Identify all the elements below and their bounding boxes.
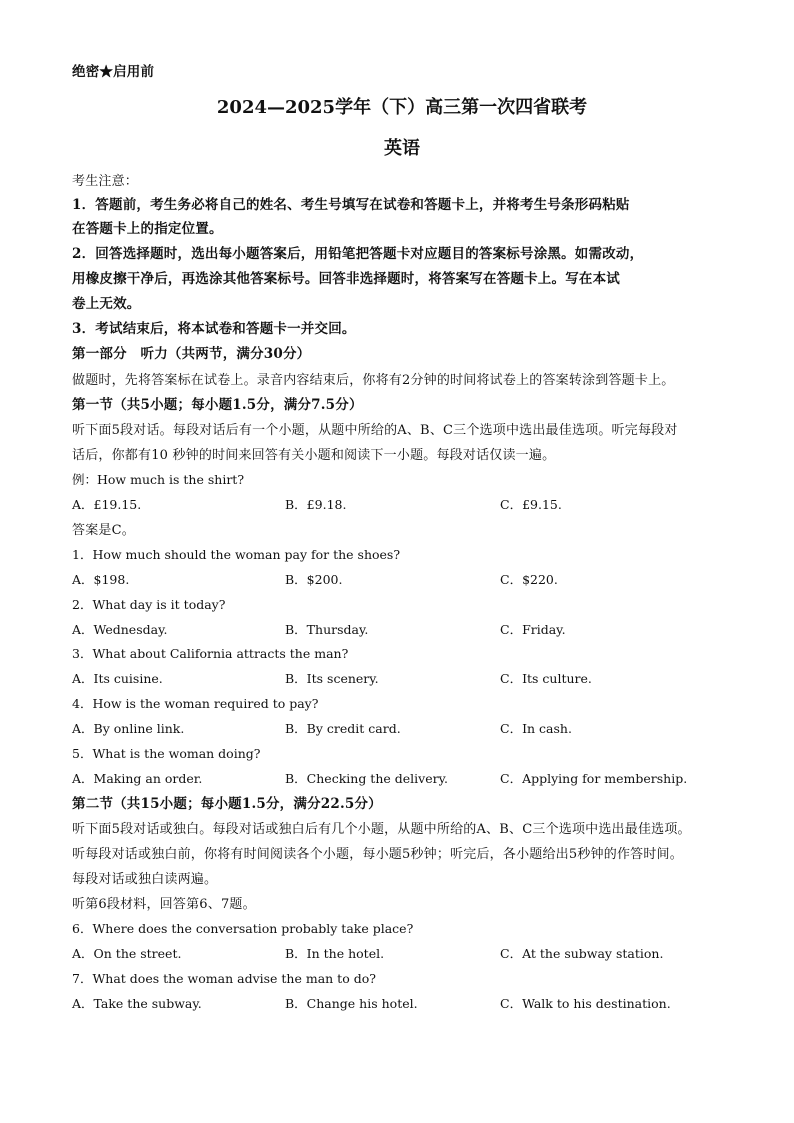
- question-4-option-b: B．By credit card.: [285, 721, 401, 736]
- notice-heading: 考生注意：: [72, 174, 139, 189]
- example-option-a: A．£19.15.: [72, 497, 142, 512]
- question-4-option-a: A．By online link.: [72, 721, 185, 736]
- question-4: 4．How is the woman required to pay?: [72, 696, 319, 711]
- section2-intro-line-3: 每段对话或独白读两遍。: [72, 872, 218, 887]
- question-1: 1．How much should the woman pay for the shoes?: [72, 547, 401, 562]
- question-4-option-c: C．In cash.: [500, 721, 572, 736]
- question-2: 2．What day is it today?: [72, 597, 226, 612]
- question-7-option-a: A．Take the subway.: [72, 996, 202, 1011]
- question-2-option-a: A．Wednesday.: [72, 622, 168, 637]
- section2-intro-line-1: 听下面5段对话或独白。每段对话或独白后有几个小题，从题中所给的A、B、C三个选项中选出最佳选项。: [72, 822, 691, 837]
- exam-title: 2024—2025学年（下）高三第一次四省联考: [216, 97, 588, 118]
- question-1-option-b: B．$200.: [285, 572, 343, 587]
- question-6-option-c: C．At the subway station.: [500, 946, 664, 961]
- part1-intro: 做题时，先将答案标在试卷上。录音内容结束后，你将有2分钟的时间将试卷上的答案转涂到答题卡上。: [72, 373, 675, 388]
- question-3-option-b: B．Its scenery.: [285, 671, 379, 686]
- subject-title: 英语: [384, 138, 420, 159]
- example-option-b: B．£9.18.: [285, 497, 347, 512]
- question-5-option-a: A．Making an order.: [72, 771, 203, 786]
- material-6-instruction: 听第6段材料，回答第6、7题。: [72, 897, 256, 912]
- question-2-option-c: C．Friday.: [500, 622, 566, 637]
- example-question: 例：How much is the shirt?: [72, 472, 245, 487]
- section2-intro-line-2: 听每段对话或独白前，你将有时间阅读各个小题，每小题5秒钟；听完后，各小题给出5秒钟的作答时间。: [72, 847, 683, 862]
- question-7-option-c: C．Walk to his destination.: [500, 996, 671, 1011]
- question-3: 3．What about California attracts the man?: [72, 646, 349, 661]
- question-6-option-b: B．In the hotel.: [285, 946, 385, 961]
- question-1-option-a: A．$198.: [72, 572, 130, 587]
- question-3-option-a: A．Its cuisine.: [72, 671, 163, 686]
- notice-item-2-line-2: 用橡皮擦干净后，再选涂其他答案标号。回答非选择题时，将答案写在答题卡上。写在本试: [72, 271, 620, 287]
- notice-item-2-line-1: 2．回答选择题时，选出每小题答案后，用铅笔把答题卡对应题目的答案标号涂黑。如需改动，: [72, 246, 644, 262]
- question-6: 6．Where does the conversation probably take place?: [72, 921, 414, 936]
- section1-heading: 第一节（共5小题；每小题1.5分，满分7.5分）: [72, 397, 363, 413]
- example-option-c: C．£9.15.: [500, 497, 562, 512]
- notice-item-3: 3．考试结束后，将本试卷和答题卡一并交回。: [72, 321, 356, 337]
- notice-item-1-line-1: 1．答题前，考生务必将自己的姓名、考生号填写在试卷和答题卡上，并将考生号条形码粘贴: [72, 197, 630, 213]
- question-3-option-c: C．Its culture.: [500, 671, 592, 686]
- notice-item-2-line-3: 卷上无效。: [72, 296, 141, 312]
- section1-intro-line-2: 话后，你都有10 秒钟的时间来回答有关小题和阅读下一小题。每段对话仅读一遍。: [72, 448, 556, 463]
- section1-intro-line-1: 听下面5段对话。每段对话后有一个小题，从题中所给的A、B、C三个选项中选出最佳选项。听完每段对: [72, 423, 678, 438]
- question-2-option-b: B．Thursday.: [285, 622, 369, 637]
- question-5-option-b: B．Checking the delivery.: [285, 771, 448, 786]
- example-answer: 答案是C。: [72, 523, 135, 538]
- part1-heading: 第一部分 听力（共两节，满分30分）: [72, 346, 311, 362]
- question-1-option-c: C．$220.: [500, 572, 558, 587]
- question-7-option-b: B．Change his hotel.: [285, 996, 418, 1011]
- question-5-option-c: C．Applying for membership.: [500, 771, 688, 786]
- section2-heading: 第二节（共15小题；每小题1.5分，满分22.5分）: [72, 796, 382, 812]
- question-5: 5．What is the woman doing?: [72, 746, 261, 761]
- question-7: 7．What does the woman advise the man to do?: [72, 971, 376, 986]
- notice-item-1-line-2: 在答题卡上的指定位置。: [72, 221, 223, 237]
- confidential-label: 绝密★启用前: [72, 64, 155, 80]
- question-6-option-a: A．On the street.: [72, 946, 182, 961]
